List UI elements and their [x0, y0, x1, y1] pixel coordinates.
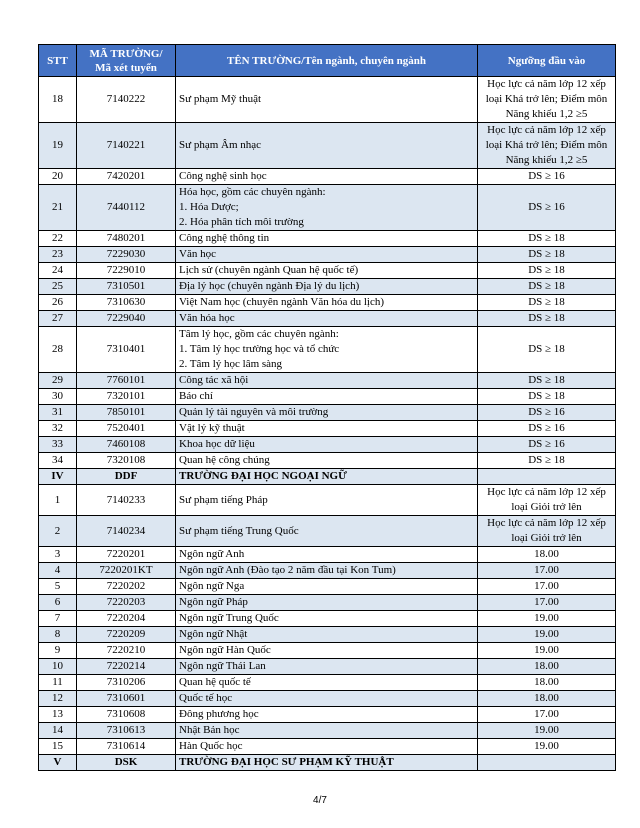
cell-threshold — [478, 421, 616, 437]
cell-code: 7220214 — [77, 659, 176, 675]
cell-code: 7310206 — [77, 675, 176, 691]
name-line: Địa lý học (chuyên ngành Địa lý du lịch) — [179, 280, 360, 292]
table-body — [39, 77, 616, 771]
cell-name — [176, 611, 478, 627]
cell-code: 7140221 — [77, 123, 176, 169]
name-line: Quản lý tài nguyên và môi trường — [179, 406, 329, 418]
cell-name — [176, 755, 478, 771]
cell-stt: V — [39, 755, 77, 771]
cell-name — [176, 627, 478, 643]
cell-name — [176, 453, 478, 469]
cell-threshold — [478, 516, 616, 547]
cell-code: 7310630 — [77, 295, 176, 311]
name-line: Khoa học dữ liệu — [179, 438, 255, 450]
name-line: 1. Tâm lý học trường học và tổ chức — [179, 343, 340, 355]
cell-stt: 12 — [39, 691, 77, 707]
cell-stt: 5 — [39, 579, 77, 595]
cell-code: 7320108 — [77, 453, 176, 469]
table-row — [39, 516, 616, 547]
table-row — [39, 547, 616, 563]
cell-name — [176, 691, 478, 707]
cell-stt: 1 — [39, 485, 77, 516]
cell-code: 7440112 — [77, 185, 176, 231]
threshold-line: DS ≥ 18 — [528, 264, 565, 276]
threshold-line: Năng khiếu 1,2 ≥5 — [505, 108, 588, 120]
cell-stt: 15 — [39, 739, 77, 755]
table-row — [39, 123, 616, 169]
cell-name — [176, 579, 478, 595]
cell-stt: 33 — [39, 437, 77, 453]
name-line: Ngôn ngữ Anh — [179, 548, 245, 560]
cell-threshold — [478, 595, 616, 611]
name-line: Vật lý kỹ thuật — [179, 422, 245, 434]
cell-code: 7229040 — [77, 311, 176, 327]
name-line: Báo chí — [179, 390, 213, 402]
cell-stt: 10 — [39, 659, 77, 675]
table-row — [39, 675, 616, 691]
threshold-line: 17.00 — [534, 596, 559, 608]
table-row — [39, 279, 616, 295]
table-row — [39, 77, 616, 123]
cell-code: 7320101 — [77, 389, 176, 405]
table-row — [39, 659, 616, 675]
threshold-line: loại Giỏi trở lên — [511, 532, 582, 544]
cell-stt: 11 — [39, 675, 77, 691]
cell-stt: 21 — [39, 185, 77, 231]
cell-threshold — [478, 659, 616, 675]
cell-threshold — [478, 373, 616, 389]
cell-name — [176, 643, 478, 659]
cell-threshold — [478, 723, 616, 739]
table-row — [39, 169, 616, 185]
cell-name — [176, 311, 478, 327]
threshold-line: DS ≥ 16 — [528, 406, 565, 418]
table-row — [39, 185, 616, 231]
table-row — [39, 453, 616, 469]
name-line: Ngôn ngữ Hàn Quốc — [179, 644, 271, 656]
cell-code: 7310601 — [77, 691, 176, 707]
name-line: TRƯỜNG ĐẠI HỌC NGOẠI NGỮ — [179, 470, 347, 482]
name-line: Quan hệ quốc tế — [179, 676, 251, 688]
cell-name — [176, 659, 478, 675]
cell-stt: 13 — [39, 707, 77, 723]
cell-stt: 30 — [39, 389, 77, 405]
table-row — [39, 627, 616, 643]
cell-code: 7220202 — [77, 579, 176, 595]
cell-name — [176, 295, 478, 311]
cell-code: 7420201 — [77, 169, 176, 185]
cell-code: 7220201KT — [77, 563, 176, 579]
name-line: Hóa học, gồm các chuyên ngành: — [179, 186, 326, 198]
name-line: 2. Hóa phân tích môi trường — [179, 216, 304, 228]
threshold-line: DS ≥ 18 — [528, 232, 565, 244]
table-row — [39, 389, 616, 405]
cell-code: 7310608 — [77, 707, 176, 723]
cell-threshold — [478, 279, 616, 295]
header-stt: STT — [39, 45, 77, 77]
cell-name — [176, 595, 478, 611]
table-row — [39, 691, 616, 707]
cell-code: 7460108 — [77, 437, 176, 453]
threshold-line: 18.00 — [534, 548, 559, 560]
name-line: Tâm lý học, gồm các chuyên ngành: — [179, 328, 339, 340]
cell-name — [176, 389, 478, 405]
cell-threshold — [478, 579, 616, 595]
cell-stt: 22 — [39, 231, 77, 247]
table-row — [39, 295, 616, 311]
threshold-line: DS ≥ 16 — [528, 422, 565, 434]
threshold-line: DS ≥ 18 — [528, 390, 565, 402]
page-number: 4/7 — [313, 795, 327, 806]
cell-name — [176, 123, 478, 169]
threshold-line: loại Giỏi trở lên — [511, 501, 582, 513]
cell-stt: 18 — [39, 77, 77, 123]
threshold-line: Học lực cả năm lớp 12 xếp — [487, 124, 606, 136]
threshold-line: 17.00 — [534, 580, 559, 592]
name-line: Ngôn ngữ Nhật — [179, 628, 248, 640]
threshold-line: 18.00 — [534, 660, 559, 672]
cell-code: 7520401 — [77, 421, 176, 437]
cell-stt: 7 — [39, 611, 77, 627]
cell-stt: 14 — [39, 723, 77, 739]
name-line: Văn học — [179, 248, 216, 260]
cell-stt: 34 — [39, 453, 77, 469]
name-line: Lịch sử (chuyên ngành Quan hệ quốc tế) — [179, 264, 359, 276]
cell-stt: 23 — [39, 247, 77, 263]
cell-code: 7220204 — [77, 611, 176, 627]
cell-code: 7850101 — [77, 405, 176, 421]
cell-threshold — [478, 563, 616, 579]
name-line: Ngôn ngữ Thái Lan — [179, 660, 266, 672]
threshold-line: Năng khiếu 1,2 ≥5 — [505, 154, 588, 166]
threshold-line: 19.00 — [534, 644, 559, 656]
threshold-line: Học lực cả năm lớp 12 xếp — [487, 517, 606, 529]
admission-table-page — [38, 44, 615, 771]
cell-name — [176, 279, 478, 295]
table-row — [39, 579, 616, 595]
cell-threshold — [478, 311, 616, 327]
header-code — [77, 45, 176, 77]
cell-threshold — [478, 675, 616, 691]
table-row — [39, 563, 616, 579]
cell-code: 7220210 — [77, 643, 176, 659]
cell-code: 7480201 — [77, 231, 176, 247]
table-row — [39, 327, 616, 373]
cell-threshold — [478, 453, 616, 469]
threshold-line: loại Khá trở lên; Điểm môn — [485, 139, 608, 151]
header-code-line1: MÃ TRƯỜNG/ — [89, 47, 163, 60]
table-row — [39, 485, 616, 516]
cell-threshold — [478, 169, 616, 185]
name-line: Công nghệ thông tin — [179, 232, 270, 244]
name-line: Nhật Bản học — [179, 724, 240, 736]
cell-stt: IV — [39, 469, 77, 485]
cell-stt: 6 — [39, 595, 77, 611]
name-line: TRƯỜNG ĐẠI HỌC SƯ PHẠM KỸ THUẬT — [179, 756, 394, 768]
name-line: Quốc tế học — [179, 692, 233, 704]
cell-threshold — [478, 469, 616, 485]
admission-threshold-table — [38, 44, 616, 771]
cell-threshold — [478, 739, 616, 755]
cell-code: 7140234 — [77, 516, 176, 547]
cell-name — [176, 723, 478, 739]
table-row — [39, 231, 616, 247]
cell-threshold — [478, 263, 616, 279]
cell-stt: 31 — [39, 405, 77, 421]
header-threshold: Ngưỡng đầu vào — [478, 45, 616, 77]
cell-threshold — [478, 295, 616, 311]
cell-threshold — [478, 485, 616, 516]
cell-code: 7140233 — [77, 485, 176, 516]
cell-stt: 3 — [39, 547, 77, 563]
table-row — [39, 707, 616, 723]
header-name: TÊN TRƯỜNG/Tên ngành, chuyên ngành — [176, 45, 478, 77]
cell-name — [176, 516, 478, 547]
name-line: Hàn Quốc học — [179, 740, 243, 752]
table-row — [39, 373, 616, 389]
threshold-line: DS ≥ 18 — [528, 280, 565, 292]
cell-threshold — [478, 77, 616, 123]
cell-name — [176, 327, 478, 373]
cell-stt: 4 — [39, 563, 77, 579]
threshold-line: DS ≥ 18 — [528, 312, 565, 324]
cell-code: 7229030 — [77, 247, 176, 263]
threshold-line: DS ≥ 18 — [528, 374, 565, 386]
cell-name — [176, 675, 478, 691]
name-line: Ngôn ngữ Trung Quốc — [179, 612, 279, 624]
name-line: Ngôn ngữ Pháp — [179, 596, 248, 608]
cell-threshold — [478, 327, 616, 373]
cell-threshold — [478, 389, 616, 405]
cell-name — [176, 469, 478, 485]
cell-threshold — [478, 405, 616, 421]
section-row — [39, 755, 616, 771]
cell-name — [176, 563, 478, 579]
cell-name — [176, 437, 478, 453]
cell-code: DSK — [77, 755, 176, 771]
name-line: Văn hóa học — [179, 312, 235, 324]
cell-name — [176, 373, 478, 389]
name-line: Sư phạm Âm nhạc — [179, 139, 262, 151]
cell-name — [176, 405, 478, 421]
cell-threshold — [478, 643, 616, 659]
cell-code: 7140222 — [77, 77, 176, 123]
cell-code: 7310614 — [77, 739, 176, 755]
table-row — [39, 739, 616, 755]
table-row — [39, 311, 616, 327]
table-row — [39, 247, 616, 263]
cell-threshold — [478, 627, 616, 643]
section-row — [39, 469, 616, 485]
cell-stt: 2 — [39, 516, 77, 547]
cell-stt: 8 — [39, 627, 77, 643]
cell-name — [176, 421, 478, 437]
table-row — [39, 611, 616, 627]
name-line: Quan hệ công chúng — [179, 454, 270, 466]
cell-stt: 26 — [39, 295, 77, 311]
threshold-line: loại Khá trở lên; Điểm môn — [485, 93, 608, 105]
cell-threshold — [478, 437, 616, 453]
threshold-line: DS ≥ 16 — [528, 438, 565, 450]
cell-threshold — [478, 691, 616, 707]
threshold-line: DS ≥ 16 — [528, 170, 565, 182]
name-line: Công tác xã hội — [179, 374, 249, 386]
threshold-line: 19.00 — [534, 628, 559, 640]
cell-threshold — [478, 755, 616, 771]
cell-stt: 32 — [39, 421, 77, 437]
name-line: 1. Hóa Dược; — [179, 201, 239, 213]
cell-stt: 29 — [39, 373, 77, 389]
threshold-line: 17.00 — [534, 564, 559, 576]
cell-name — [176, 169, 478, 185]
cell-stt: 27 — [39, 311, 77, 327]
cell-code: 7220209 — [77, 627, 176, 643]
cell-stt: 28 — [39, 327, 77, 373]
cell-stt: 19 — [39, 123, 77, 169]
threshold-line: 19.00 — [534, 724, 559, 736]
threshold-line: 17.00 — [534, 708, 559, 720]
table-row — [39, 595, 616, 611]
cell-name — [176, 547, 478, 563]
cell-name — [176, 231, 478, 247]
name-line: Việt Nam học (chuyên ngành Văn hóa du lịch) — [179, 296, 385, 308]
cell-name — [176, 739, 478, 755]
cell-stt: 20 — [39, 169, 77, 185]
cell-name — [176, 707, 478, 723]
cell-stt: 25 — [39, 279, 77, 295]
name-line: Công nghệ sinh học — [179, 170, 267, 182]
name-line: Sư phạm tiếng Trung Quốc — [179, 524, 299, 537]
threshold-line: DS ≥ 18 — [528, 343, 565, 355]
threshold-line: 19.00 — [534, 740, 559, 752]
table-row — [39, 405, 616, 421]
threshold-line: 18.00 — [534, 676, 559, 688]
name-line: 2. Tâm lý học lâm sàng — [179, 358, 283, 370]
table-row — [39, 437, 616, 453]
threshold-line: DS ≥ 16 — [528, 201, 565, 213]
name-line: Sư phạm Mỹ thuật — [179, 93, 262, 105]
cell-threshold — [478, 247, 616, 263]
table-row — [39, 263, 616, 279]
cell-threshold — [478, 123, 616, 169]
cell-name — [176, 247, 478, 263]
cell-code: 7310401 — [77, 327, 176, 373]
cell-threshold — [478, 185, 616, 231]
header-code-line2: Mã xét tuyển — [95, 61, 157, 74]
threshold-line: DS ≥ 18 — [528, 248, 565, 260]
cell-code: 7229010 — [77, 263, 176, 279]
cell-code: 7220203 — [77, 595, 176, 611]
cell-stt: 9 — [39, 643, 77, 659]
name-line: Ngôn ngữ Nga — [179, 580, 245, 592]
cell-name — [176, 485, 478, 516]
table-row — [39, 723, 616, 739]
name-line: Ngôn ngữ Anh (Đào tạo 2 năm đầu tại Kon Tum) — [179, 564, 396, 576]
cell-code: 7760101 — [77, 373, 176, 389]
cell-name — [176, 77, 478, 123]
cell-threshold — [478, 707, 616, 723]
cell-threshold — [478, 611, 616, 627]
cell-name — [176, 185, 478, 231]
threshold-line: 19.00 — [534, 612, 559, 624]
threshold-line: 18.00 — [534, 692, 559, 704]
table-header-row — [39, 45, 616, 77]
threshold-line: Học lực cả năm lớp 12 xếp — [487, 78, 606, 90]
cell-stt: 24 — [39, 263, 77, 279]
name-line: Sư phạm tiếng Pháp — [179, 493, 268, 506]
name-line: Đông phương học — [179, 708, 259, 720]
cell-name — [176, 263, 478, 279]
cell-threshold — [478, 231, 616, 247]
cell-code: 7220201 — [77, 547, 176, 563]
threshold-line: DS ≥ 18 — [528, 296, 565, 308]
table-row — [39, 421, 616, 437]
cell-threshold — [478, 547, 616, 563]
cell-code: DDF — [77, 469, 176, 485]
table-row — [39, 643, 616, 659]
cell-code: 7310613 — [77, 723, 176, 739]
cell-code: 7310501 — [77, 279, 176, 295]
threshold-line: Học lực cả năm lớp 12 xếp — [487, 486, 606, 498]
threshold-line: DS ≥ 18 — [528, 454, 565, 466]
